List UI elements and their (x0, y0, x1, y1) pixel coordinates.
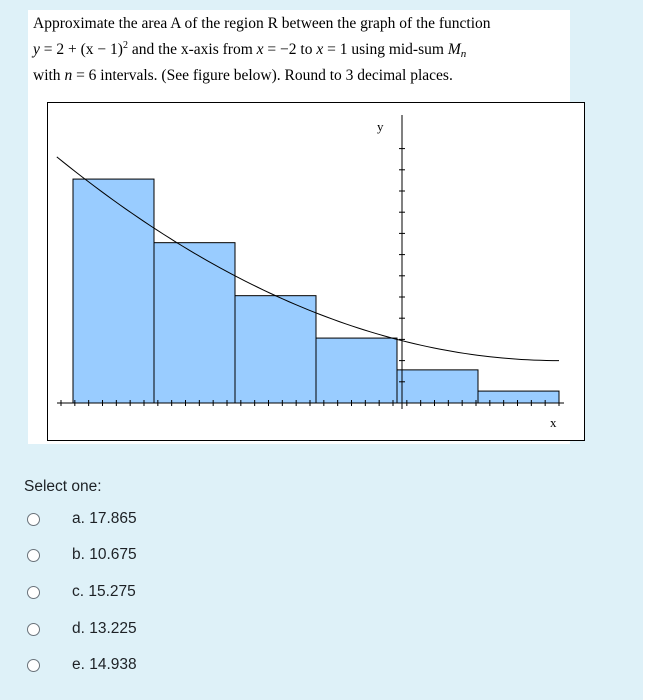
question-line-3: with n = 6 intervals. (See figure below). Round to 3 decimal places. (33, 67, 453, 84)
midpoint-bar-1 (73, 179, 154, 403)
figure-svg (48, 103, 584, 440)
option-b[interactable] (27, 542, 137, 568)
page-edge (643, 0, 647, 700)
option-c[interactable] (27, 579, 136, 605)
option-a[interactable] (27, 506, 137, 532)
midpoint-bar-3 (235, 296, 316, 403)
select-one-prompt: Select one: (24, 478, 102, 495)
question-text (33, 13, 565, 87)
radio-icon[interactable] (27, 513, 40, 526)
midpoint-bar-4 (316, 338, 397, 403)
option-e[interactable] (27, 652, 137, 678)
option-label: a. 17.865 (72, 510, 137, 527)
question-line-1: Approximate the area A of the region R between the graph of the function (33, 15, 491, 32)
option-label: e. 14.938 (72, 656, 137, 673)
y-axis-label: y (377, 119, 384, 134)
radio-icon[interactable] (27, 623, 40, 636)
question-line-2: $y = 2 + (x - 1)^2$ and the x-axis from x = −2 to x = 1 using mid-sum $M_n$ (33, 40, 467, 60)
x-axis-label: x (550, 415, 557, 430)
option-label: c. 15.275 (72, 583, 136, 600)
midpoint-bar-2 (154, 243, 235, 403)
radio-icon[interactable] (27, 549, 40, 562)
question-card (28, 10, 570, 444)
radio-icon[interactable] (27, 586, 40, 599)
option-d[interactable] (27, 616, 137, 642)
midpoint-bar-5 (397, 370, 478, 403)
radio-icon[interactable] (27, 659, 40, 672)
midpoint-sum-figure (47, 102, 585, 441)
option-label: b. 10.675 (72, 546, 137, 563)
option-label: d. 13.225 (72, 620, 137, 637)
